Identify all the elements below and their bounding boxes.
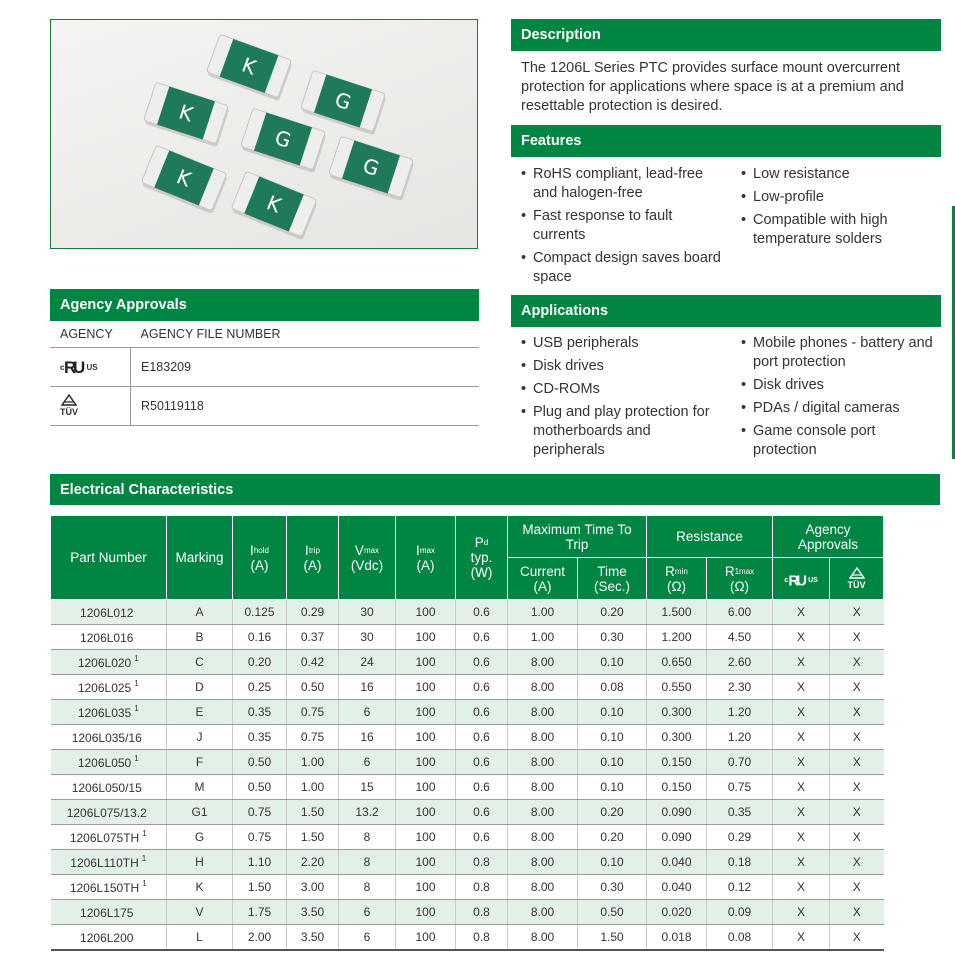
- cell-part-number: 1206L150TH $^1$: [51, 875, 167, 900]
- table-cell: 1.00: [508, 625, 578, 650]
- agency-file-col-header: AGENCY FILE NUMBER: [131, 321, 480, 348]
- cell-part-number: 1206L016: [51, 625, 167, 650]
- table-cell: 0.20: [578, 800, 647, 825]
- electrical-characteristics-header: Electrical Characteristics: [50, 474, 940, 505]
- table-cell: 0.37: [287, 625, 339, 650]
- table-row: [51, 675, 884, 700]
- table-cell: 0.6: [456, 825, 508, 850]
- cell-part-number: 1206L035 $^1$: [51, 700, 167, 725]
- chip-marking: G: [271, 125, 295, 153]
- table-cell: 100: [396, 900, 456, 925]
- chip-marking: K: [263, 190, 285, 218]
- table-cell: C: [167, 650, 233, 675]
- table-cell: 0.18: [707, 850, 773, 875]
- ptc-chip: [140, 145, 228, 214]
- table-cell: X: [830, 725, 884, 750]
- product-photo: [50, 19, 478, 249]
- table-cell: 2.30: [707, 675, 773, 700]
- table-row: [51, 800, 884, 825]
- table-cell: 16: [339, 725, 396, 750]
- table-cell: 0.150: [647, 750, 707, 775]
- table-row: [51, 850, 884, 875]
- table-cell: 0.75: [287, 725, 339, 750]
- table-cell: 24: [339, 650, 396, 675]
- table-cell: 0.6: [456, 600, 508, 625]
- table-cell: 1.20: [707, 700, 773, 725]
- table-cell: 6: [339, 925, 396, 951]
- table-cell: 8: [339, 875, 396, 900]
- chip-marking: K: [238, 52, 260, 80]
- list-item: • Compatible with high temperature solders: [741, 211, 941, 249]
- table-cell: 0.75: [707, 775, 773, 800]
- table-cell: X: [830, 875, 884, 900]
- table-cell: X: [830, 700, 884, 725]
- th-tuv-icon: TÜV: [830, 558, 884, 600]
- table-cell: 0.10: [578, 850, 647, 875]
- table-cell: X: [773, 775, 830, 800]
- table-cell: X: [773, 675, 830, 700]
- table-cell: X: [773, 600, 830, 625]
- svg-text:U: U: [796, 573, 808, 587]
- table-cell: 0.70: [707, 750, 773, 775]
- cell-part-number: 1206L110TH $^1$: [51, 850, 167, 875]
- table-cell: X: [830, 600, 884, 625]
- table-cell: X: [830, 825, 884, 850]
- agency-col-header: AGENCY: [50, 321, 131, 348]
- table-cell: 8.00: [508, 725, 578, 750]
- table-cell: 0.08: [707, 925, 773, 951]
- table-cell: 100: [396, 750, 456, 775]
- table-cell: 15: [339, 775, 396, 800]
- table-cell: V: [167, 900, 233, 925]
- footnote-marker: 1: [134, 654, 139, 663]
- table-cell: 100: [396, 700, 456, 725]
- table-row: [51, 775, 884, 800]
- table-cell: 8.00: [508, 875, 578, 900]
- table-cell: K: [167, 875, 233, 900]
- svg-text:R: R: [788, 573, 800, 587]
- table-row: [51, 650, 884, 675]
- table-cell: X: [830, 625, 884, 650]
- list-item: • Low resistance: [741, 165, 941, 184]
- table-cell: 1.50: [287, 800, 339, 825]
- table-cell: 0.08: [578, 675, 647, 700]
- table-cell: 0.50: [578, 900, 647, 925]
- table-cell: 1.50: [233, 875, 287, 900]
- th-max-time-to-trip: Maximum Time To Trip: [508, 516, 647, 558]
- table-cell: 0.20: [233, 650, 287, 675]
- table-cell: 0.16: [233, 625, 287, 650]
- th-agency-approvals: Agency Approvals: [773, 516, 884, 558]
- table-cell: 100: [396, 850, 456, 875]
- agency-file-ul: E183209: [131, 348, 480, 387]
- footnote-marker: 1: [134, 679, 139, 688]
- table-cell: X: [830, 650, 884, 675]
- table-cell: X: [830, 850, 884, 875]
- table-cell: E: [167, 700, 233, 725]
- table-cell: 1.00: [287, 750, 339, 775]
- table-cell: X: [773, 850, 830, 875]
- table-cell: X: [773, 750, 830, 775]
- table-cell: 100: [396, 675, 456, 700]
- table-cell: 0.6: [456, 775, 508, 800]
- table-cell: X: [773, 875, 830, 900]
- ptc-chip: [143, 82, 230, 147]
- chip-marking: G: [359, 153, 383, 181]
- table-cell: J: [167, 725, 233, 750]
- description-header: Description: [511, 19, 941, 51]
- cell-part-number: 1206L012: [51, 600, 167, 625]
- electrical-characteristics-table: [50, 515, 884, 951]
- list-item: • Disk drives: [521, 357, 721, 376]
- table-cell: 3.50: [287, 900, 339, 925]
- agency-row-ul: [50, 348, 479, 387]
- table-cell: 0.6: [456, 625, 508, 650]
- table-row: [51, 875, 884, 900]
- table-cell: 8.00: [508, 650, 578, 675]
- table-cell: 0.125: [233, 600, 287, 625]
- table-cell: X: [773, 725, 830, 750]
- applications-list-right: [741, 334, 941, 464]
- list-item: • Fast response to fault currents: [521, 207, 721, 245]
- table-cell: 0.650: [647, 650, 707, 675]
- table-cell: F: [167, 750, 233, 775]
- table-cell: X: [773, 700, 830, 725]
- table-cell: 2.00: [233, 925, 287, 951]
- table-cell: 8: [339, 850, 396, 875]
- cell-part-number: 1206L020 $^1$: [51, 650, 167, 675]
- table-cell: 8.00: [508, 850, 578, 875]
- table-cell: 8.00: [508, 775, 578, 800]
- footnote-marker: 1: [134, 754, 139, 763]
- table-cell: 3.00: [287, 875, 339, 900]
- th-pd: $P^d$ typ. (W): [456, 516, 508, 600]
- table-cell: 1.20: [707, 725, 773, 750]
- table-row: [51, 700, 884, 725]
- table-cell: 0.8: [456, 875, 508, 900]
- ptc-chips-image: [51, 20, 478, 249]
- table-cell: 100: [396, 775, 456, 800]
- table-cell: 0.10: [578, 775, 647, 800]
- table-cell: X: [830, 925, 884, 951]
- table-cell: 0.75: [233, 825, 287, 850]
- table-cell: 8.00: [508, 675, 578, 700]
- applications-list-left: [521, 334, 721, 464]
- cell-part-number: 1206L050 $^1$: [51, 750, 167, 775]
- th-imax: $I^{max}$ (A): [396, 516, 456, 600]
- table-cell: X: [773, 650, 830, 675]
- ptc-chip: [300, 70, 387, 135]
- table-cell: 100: [396, 875, 456, 900]
- table-cell: 6: [339, 900, 396, 925]
- th-resistance: Resistance: [647, 516, 773, 558]
- table-cell: 0.75: [287, 700, 339, 725]
- table-cell: 1.10: [233, 850, 287, 875]
- features-list-left: [521, 165, 721, 291]
- table-cell: 0.30: [578, 625, 647, 650]
- table-cell: 0.6: [456, 750, 508, 775]
- table-cell: G1: [167, 800, 233, 825]
- list-item: • Low-profile: [741, 188, 941, 207]
- table-cell: 0.20: [578, 600, 647, 625]
- list-item: • Disk drives: [741, 376, 941, 395]
- table-cell: B: [167, 625, 233, 650]
- table-cell: 0.6: [456, 725, 508, 750]
- applications-header: Applications: [511, 295, 941, 327]
- cell-part-number: 1206L075/13.2: [51, 800, 167, 825]
- table-cell: 0.29: [707, 825, 773, 850]
- table-cell: 1.200: [647, 625, 707, 650]
- ptc-chip: [205, 34, 293, 101]
- table-cell: X: [830, 750, 884, 775]
- table-cell: 0.020: [647, 900, 707, 925]
- list-item: • USB peripherals: [521, 334, 721, 353]
- footnote-marker: 1: [134, 704, 139, 713]
- tuv-icon: TÜV: [60, 394, 78, 417]
- table-cell: 0.35: [233, 725, 287, 750]
- table-cell: 2.20: [287, 850, 339, 875]
- table-cell: 0.090: [647, 825, 707, 850]
- cell-part-number: 1206L035/16: [51, 725, 167, 750]
- chip-marking: K: [176, 99, 196, 127]
- th-time: Time (Sec.): [578, 558, 647, 600]
- th-marking: Marking: [167, 516, 233, 600]
- table-cell: 0.6: [456, 650, 508, 675]
- table-cell: X: [830, 900, 884, 925]
- table-cell: X: [830, 675, 884, 700]
- table-row: [51, 750, 884, 775]
- footnote-marker: 1: [142, 829, 147, 838]
- table-cell: X: [830, 775, 884, 800]
- table-cell: 100: [396, 725, 456, 750]
- th-current: Current (A): [508, 558, 578, 600]
- table-cell: 2.60: [707, 650, 773, 675]
- table-cell: 0.10: [578, 700, 647, 725]
- cell-part-number: 1206L075TH $^1$: [51, 825, 167, 850]
- table-cell: 8.00: [508, 800, 578, 825]
- th-ihold: $I^{hold}$ (A): [233, 516, 287, 600]
- table-cell: 8.00: [508, 900, 578, 925]
- list-item: • CD-ROMs: [521, 380, 721, 399]
- table-cell: 0.12: [707, 875, 773, 900]
- table-cell: 100: [396, 825, 456, 850]
- table-cell: X: [773, 925, 830, 951]
- table-cell: A: [167, 600, 233, 625]
- table-cell: 100: [396, 650, 456, 675]
- table-cell: D: [167, 675, 233, 700]
- table-cell: 8.00: [508, 825, 578, 850]
- cell-part-number: 1206L175: [51, 900, 167, 925]
- table-cell: 0.8: [456, 925, 508, 951]
- th-part-number: Part Number: [51, 516, 167, 600]
- table-cell: 0.50: [233, 750, 287, 775]
- chip-marking: K: [173, 164, 195, 192]
- table-cell: 0.6: [456, 675, 508, 700]
- description-text: The 1206L Series PTC provides surface mount overcurrent protection for applications where space is at a premium and resettable protection is desired.: [521, 60, 904, 114]
- table-row: [51, 825, 884, 850]
- table-cell: 0.300: [647, 700, 707, 725]
- table-cell: 100: [396, 925, 456, 951]
- table-cell: M: [167, 775, 233, 800]
- table-cell: 0.040: [647, 875, 707, 900]
- table-cell: 1.50: [287, 825, 339, 850]
- th-r1max: $R^{1max}$ (Ω): [707, 558, 773, 600]
- cell-part-number: 1206L050/15: [51, 775, 167, 800]
- table-cell: G: [167, 825, 233, 850]
- agency-row-tuv: [50, 387, 479, 426]
- list-item: • Game console port protection: [741, 422, 941, 460]
- table-cell: 0.35: [233, 700, 287, 725]
- table-cell: 3.50: [287, 925, 339, 951]
- table-cell: 6: [339, 750, 396, 775]
- agency-file-tuv: R50119118: [131, 387, 480, 426]
- list-item: • Plug and play protection for motherboards and peripherals: [521, 403, 721, 460]
- table-row: [51, 600, 884, 625]
- ul-icon: c R U US: [60, 359, 98, 376]
- footnote-marker: 1: [142, 879, 147, 888]
- features-header: Features: [511, 125, 941, 157]
- table-cell: 0.6: [456, 800, 508, 825]
- list-item: • Mobile phones - battery and port protection: [741, 334, 941, 372]
- table-cell: 100: [396, 800, 456, 825]
- ptc-chip: [240, 108, 327, 173]
- th-rmin: $R^{min}$ (Ω): [647, 558, 707, 600]
- table-cell: 1.00: [508, 600, 578, 625]
- table-cell: X: [773, 825, 830, 850]
- svg-text:R: R: [64, 359, 77, 376]
- ptc-chip: [328, 136, 415, 201]
- table-row: [51, 900, 884, 925]
- table-cell: 0.090: [647, 800, 707, 825]
- th-ul-icon: c R U US: [773, 558, 830, 600]
- chip-marking: G: [331, 87, 355, 115]
- table-cell: 6: [339, 700, 396, 725]
- table-cell: 8.00: [508, 925, 578, 951]
- table-cell: 0.50: [233, 775, 287, 800]
- list-item: • PDAs / digital cameras: [741, 399, 941, 418]
- footnote-marker: 1: [141, 854, 147, 863]
- table-cell: 13.2: [339, 800, 396, 825]
- table-cell: 0.040: [647, 850, 707, 875]
- table-cell: 0.10: [578, 650, 647, 675]
- table-cell: 0.42: [287, 650, 339, 675]
- table-cell: 0.30: [578, 875, 647, 900]
- table-cell: H: [167, 850, 233, 875]
- table-row: [51, 725, 884, 750]
- table-cell: X: [773, 900, 830, 925]
- features-list-right: [741, 165, 941, 253]
- table-cell: 1.00: [287, 775, 339, 800]
- table-cell: X: [773, 625, 830, 650]
- table-cell: 6.00: [707, 600, 773, 625]
- table-cell: 30: [339, 600, 396, 625]
- agency-approvals-table: [50, 321, 479, 426]
- table-cell: X: [830, 800, 884, 825]
- table-cell: 0.20: [578, 825, 647, 850]
- table-cell: L: [167, 925, 233, 951]
- table-cell: 8.00: [508, 700, 578, 725]
- table-cell: 0.75: [233, 800, 287, 825]
- table-cell: 1.50: [578, 925, 647, 951]
- list-item: • Compact design saves board space: [521, 249, 721, 287]
- table-cell: 8: [339, 825, 396, 850]
- svg-text:U: U: [73, 359, 86, 376]
- table-cell: 0.10: [578, 750, 647, 775]
- cell-part-number: 1206L200: [51, 925, 167, 951]
- ptc-chip: [230, 171, 318, 240]
- table-cell: 0.550: [647, 675, 707, 700]
- cell-part-number: 1206L025 $^1$: [51, 675, 167, 700]
- table-cell: 0.50: [287, 675, 339, 700]
- table-cell: 0.09: [707, 900, 773, 925]
- th-itrip: $I^{trip}$ (A): [287, 516, 339, 600]
- agency-approvals-header: Agency Approvals: [50, 289, 479, 321]
- list-item: • RoHS compliant, lead-free and halogen-free: [521, 165, 721, 203]
- table-cell: 0.35: [707, 800, 773, 825]
- table-cell: 0.018: [647, 925, 707, 951]
- table-cell: 4.50: [707, 625, 773, 650]
- table-cell: 16: [339, 675, 396, 700]
- table-cell: 100: [396, 600, 456, 625]
- table-cell: 8.00: [508, 750, 578, 775]
- table-cell: 0.300: [647, 725, 707, 750]
- table-cell: X: [773, 800, 830, 825]
- table-cell: 0.150: [647, 775, 707, 800]
- table-cell: 1.75: [233, 900, 287, 925]
- table-row: [51, 625, 884, 650]
- table-cell: 0.29: [287, 600, 339, 625]
- table-cell: 100: [396, 625, 456, 650]
- table-cell: 1.500: [647, 600, 707, 625]
- table-cell: 0.8: [456, 850, 508, 875]
- th-vmax: $V^{max}$ (Vdc): [339, 516, 396, 600]
- table-cell: 0.10: [578, 725, 647, 750]
- table-row: [51, 925, 884, 951]
- table-cell: 0.6: [456, 700, 508, 725]
- table-cell: 0.25: [233, 675, 287, 700]
- table-cell: 0.8: [456, 900, 508, 925]
- table-cell: 30: [339, 625, 396, 650]
